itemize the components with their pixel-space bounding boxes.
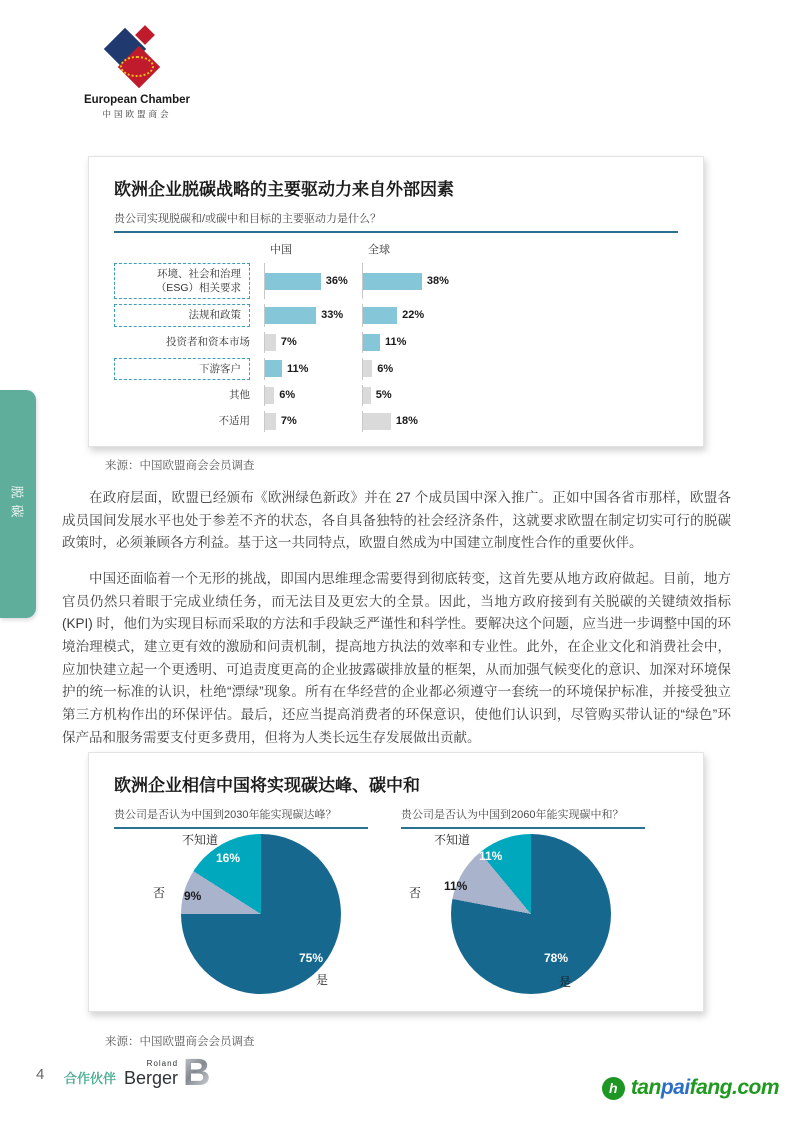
bar-value: 38% bbox=[426, 275, 449, 288]
bar-value: 11% bbox=[385, 336, 407, 349]
bar bbox=[265, 307, 316, 324]
tanpaifang-wordmark bbox=[631, 1076, 779, 1100]
eu-stars-icon bbox=[120, 56, 154, 77]
wm-part-tan: tan bbox=[630, 1076, 661, 1099]
bar bbox=[363, 307, 397, 324]
pie-label-unknown: 不知道 bbox=[182, 833, 219, 847]
bar-cell bbox=[264, 263, 362, 299]
wm-part-fang: fang.com bbox=[689, 1076, 779, 1099]
bar-chart-row bbox=[114, 304, 678, 326]
bar bbox=[363, 387, 371, 404]
chamber-diamonds-icon bbox=[72, 28, 202, 92]
column-header-china: 中国 bbox=[270, 244, 292, 256]
page-number: 4 bbox=[36, 1066, 45, 1083]
bar-value: 7% bbox=[280, 336, 297, 349]
pie-value-unknown: 16% bbox=[216, 851, 241, 865]
pie-value-yes: 78% bbox=[544, 951, 569, 965]
chapter-side-tab-label: 脱碳 bbox=[9, 484, 25, 524]
roland-berger-b-icon: B bbox=[183, 1052, 211, 1094]
pie-chart-2030 bbox=[114, 828, 394, 1013]
bar-value: 5% bbox=[375, 389, 392, 402]
bar bbox=[363, 334, 380, 351]
category-label: 环境、社会和治理（ESG）相关要求 bbox=[114, 263, 250, 299]
pie-chart-2060 bbox=[401, 828, 681, 1013]
chapter-side-tab bbox=[0, 390, 36, 618]
chart-source-note: 来源：中国欧盟商会会员调查 bbox=[105, 1036, 255, 1048]
bar-chart-card bbox=[88, 156, 704, 447]
pie-label-unknown: 不知道 bbox=[434, 833, 471, 847]
category-label: 下游客户 bbox=[114, 358, 250, 380]
category-label: 不适用 bbox=[218, 415, 250, 428]
bar-value: 36% bbox=[325, 275, 348, 288]
bar-chart-title: 欧洲企业脱碳战略的主要驱动力来自外部因素 bbox=[114, 180, 454, 199]
pie-value-unknown: 11% bbox=[479, 849, 503, 863]
pie-chart-card bbox=[88, 752, 704, 1012]
bar-chart-question: 贵公司实现脱碳和/或碳中和目标的主要驱动力是什么？ bbox=[114, 210, 678, 233]
paragraph: 在政府层面，欧盟已经颁布《欧洲绿色新政》并在 27 个成员国中深入推广。正如中国各省市那样，欧盟各成员国间发展水平也处于参差不齐的状态，各自具备独特的社会经济条件，这就要求欧盟在制定切实可行的脱碳政策时，必须兼顾各方利益。基于这一共同特点，欧盟自然成为中国建立制度性合作的重要伙伴。 bbox=[62, 490, 731, 551]
pie-label-yes: 是 bbox=[559, 975, 572, 989]
pie-question-2060: 贵公司是否认为中国到2060年能实现碳中和？ bbox=[401, 806, 645, 829]
bar-chart-row bbox=[114, 358, 678, 380]
bar-value: 6% bbox=[279, 389, 296, 402]
pie-chart-title: 欧洲企业相信中国将实现碳达峰、碳中和 bbox=[114, 776, 420, 795]
bar bbox=[265, 273, 321, 290]
bar-cell bbox=[362, 358, 678, 380]
bar-cell bbox=[362, 263, 678, 299]
bar bbox=[363, 413, 391, 430]
pie bbox=[181, 834, 341, 994]
pie-question-2030: 贵公司是否认为中国到2030年能实现碳达峰？ bbox=[114, 806, 368, 829]
category-label: 法规和政策 bbox=[114, 304, 250, 326]
logo-subtitle: 中国欧盟商会 bbox=[102, 109, 172, 119]
bar-cell bbox=[362, 411, 678, 432]
tanpaifang-watermark-link[interactable] bbox=[602, 1076, 779, 1100]
bar bbox=[265, 360, 282, 377]
bar-cell bbox=[362, 304, 678, 326]
bar-chart-row bbox=[114, 332, 678, 353]
bar-chart-column-headers bbox=[114, 241, 678, 257]
pie-value-yes: 75% bbox=[299, 951, 324, 965]
partner-label: 合作伙伴 bbox=[64, 1071, 117, 1086]
pie-label-no: 否 bbox=[409, 886, 422, 900]
bar bbox=[265, 334, 276, 351]
bar-cell bbox=[264, 411, 362, 432]
chart-source-note: 来源：中国欧盟商会会员调查 bbox=[105, 460, 255, 472]
bar bbox=[265, 387, 274, 404]
bar-cell bbox=[362, 385, 678, 406]
roland-berger-wordmark bbox=[124, 1060, 178, 1087]
roland-berger-logo bbox=[124, 1052, 211, 1094]
logo-title: European Chamber bbox=[83, 94, 191, 106]
bar bbox=[363, 273, 422, 290]
tanpaifang-leaf-icon: h bbox=[602, 1077, 625, 1100]
category-label: 其他 bbox=[229, 389, 250, 402]
european-chamber-logo bbox=[72, 28, 202, 120]
bar-cell bbox=[362, 332, 678, 353]
bar bbox=[265, 413, 276, 430]
column-header-global: 全球 bbox=[368, 244, 390, 256]
berger-text: Berger bbox=[124, 1067, 179, 1088]
bar-cell bbox=[264, 358, 362, 380]
bar-value: 6% bbox=[377, 362, 394, 375]
bar-chart-row bbox=[114, 263, 678, 299]
bar-chart-rows bbox=[114, 263, 678, 432]
body-text bbox=[62, 487, 731, 762]
paragraph: 中国还面临着一个无形的挑战，即国内思维理念需要得到彻底转变，这首先要从地方政府做起。目前，地方官员仍然只着眼于完成业绩任务，而无法目及更宏大的全景。因此，当地方政府接到有关脱碳的关键绩效指标 (KPI) 时，他们为实现目标而采取的方法和手段缺乏严谨性和科学性。要解决这个问题，应当进一步调整中国的环境治理模式，建立更有效的激励和问责机制，提高地方执法的效率和专业性。此外，在企业文化和消费社会中，应加快建立起一个更透明、可追责度更高的企业披露碳排放量的框架，从而加强气候变化的意识、加深对环境保护的统一标准的认识，杜绝“漂绿”现象。所有在华经营的企业都必须遵守一套统一的环境保护标准，并接受独立第三方机构作出的环保评估。最后，还应当提高消费者的环保意识，使他们认识到，尽管购买带认证的“绿色”环保产品和服务需要支付更多费用，但将为人类长远生存发展做出贡献。 bbox=[62, 571, 731, 745]
pie-value-no: 11% bbox=[444, 879, 468, 893]
bar bbox=[363, 360, 372, 377]
bar-cell bbox=[264, 332, 362, 353]
bar-value: 18% bbox=[395, 415, 418, 428]
roland-text: Roland bbox=[146, 1058, 179, 1068]
pie-label-no: 否 bbox=[153, 886, 166, 900]
bar-cell bbox=[264, 385, 362, 406]
wm-part-pai: pai bbox=[660, 1076, 690, 1099]
bar-cell bbox=[264, 304, 362, 326]
bar-value: 7% bbox=[280, 415, 297, 428]
bar-value: 11% bbox=[287, 362, 309, 375]
pie-label-yes: 是 bbox=[316, 973, 329, 987]
category-label: 投资者和资本市场 bbox=[166, 335, 250, 348]
pie-area bbox=[114, 828, 678, 1003]
pie bbox=[451, 834, 611, 994]
bar-chart-row bbox=[114, 385, 678, 406]
bar-chart-row bbox=[114, 411, 678, 432]
pie-value-no: 9% bbox=[184, 889, 202, 903]
bar-value: 33% bbox=[321, 309, 344, 322]
bar-value: 22% bbox=[402, 309, 425, 322]
